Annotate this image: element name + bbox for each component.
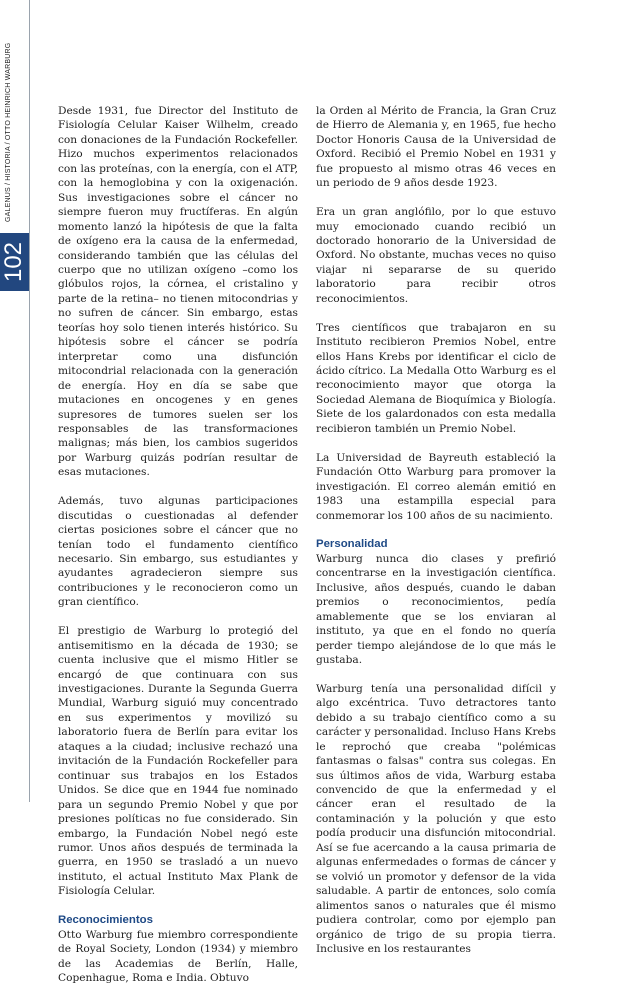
- page-sidebar: [0, 0, 30, 802]
- left-column: [58, 104, 298, 1000]
- paragraph: Desde 1931, fue Director del Instituto de Fisiología Celular Kaiser Wilhelm, creado con donaciones de la Fundación Rockefeller. Hizo muchos experimentos relacionados con las proteínas, con la energía, con el ATP, con la hemoglobina y con la oxigenación. Sus investigaciones sobre el cáncer no siempre fueron muy fructíferas. En algún momento lanzó la hipótesis de que la falta de oxígeno era la causa de la enfermedad, considerando también que las células del cuerpo que no utilizan oxígeno –como los glóbulos rojos, la córnea, el cristalino y parte de la retina– no tienen mitocondrias y no sufren de cáncer. Sin embargo, estas teorías hoy solo tienen interés histórico. Su hipótesis sobre el cáncer se podría interpretar como una disfunción mitocondrial relacionada con la generación de energía. Hoy en día se sabe que mutaciones en oncogenes y en genes supresores de tumores suelen ser los responsables de las transformaciones malignas; más bien, los cambios sugeridos por Warburg quizás podrían resultar de esas mutaciones.: [58, 105, 298, 479]
- running-head: GALENUS / HISTORIA / OTTO HEINRICH WARBURG: [5, 42, 12, 222]
- section-heading-reconocimientos: Reconocimientos: [58, 914, 153, 927]
- paragraph: El prestigio de Warburg lo protegió del antisemitismo en la década de 1930; se cuenta inclusive que el mismo Hitler se encargó de que continuara con sus investigaciones. Durante la Segunda Guerra Mundial, Warburg siguió muy concentrado en sus experimentos y movilizó su laboratorio fuera de Berlín para evitar los ataques a la ciudad; inclusive rechazó una invitación de la Fundación Rockefeller para continuar sus trabajos en los Estados Unidos. Se dice que en 1944 fue nominado para un segundo Premio Nobel y que por presiones políticas no fue considerado. Sin embargo, la Fundación Nobel negó este rumor. Unos años después de terminada la guerra, en 1950 se trasladó a un nuevo instituto, el actual Instituto Max Plank de Fisiología Celular.: [58, 625, 298, 898]
- paragraph: Tres científicos que trabajaron en su Instituto recibieron Premios Nobel, entre ellos Hans Krebs por identificar el ciclo de ácido cítrico. La Medalla Otto Warburg es el reconocimiento mayor que otorga la Sociedad Alemana de Bioquímica y Biología. Siete de los galardonados con esta medalla recibieron también un Premio Nobel.: [316, 321, 556, 435]
- page-number: 102: [0, 241, 27, 283]
- sidebar-divider: [29, 0, 30, 802]
- section-heading-personalidad: Personalidad: [316, 538, 388, 551]
- paragraph: Warburg tenía una personalidad difícil y algo excéntrica. Tuvo detractores tanto debido a su trabajo científico como a su carácter y personalidad. Incluso Hans Krebs le reprochó que creaba "polémicas fantasmas o falsas" contra sus colegas. En sus últimos años de vida, Warburg estaba convencido de que la enfermedad y el cáncer eran el resultado de la contaminación y la polución y que esto podía producir una disfunción mitocondrial. Así se fue acercando a la causa primaria de algunas enfermedades o formas de cáncer y se volvió un promotor y defensor de la vida saludable. A partir de entonces, solo comía alimentos sanos o naturales que él mismo pudiera controlar, como por ejemplo pan orgánico de trigo de su propia tierra. Inclusive en los restaurantes: [316, 682, 556, 955]
- paragraph: Warburg nunca dio clases y prefirió concentrarse en la investigación científica. Inclusive, años después, cuando le daban premios o reconocimientos, pedía amablemente que se los enviaran al instituto, ya que en el fondo no quería perder tiempo alejándose de lo que más le gustaba.: [316, 552, 556, 666]
- paragraph: Otto Warburg fue miembro correspondiente de Royal Society, London (1934) y miembro de las Academias de Berlín, Halle, Copenhague, Roma e India. Obtuvo: [58, 928, 298, 984]
- page-number-box: [0, 233, 29, 291]
- paragraph: Era un gran anglófilo, por lo que estuvo muy emocionado cuando recibió un doctorado honorario de la Universidad de Oxford. No obstante, muchas veces no quiso viajar ni separarse de su querido laboratorio para recibir otros reconocimientos.: [316, 206, 556, 305]
- paragraph: Además, tuvo algunas participaciones discutidas o cuestionadas al defender ciertas posiciones sobre el cáncer que no tenían todo el fundamento científico necesario. Sin embargo, sus estudiantes y ayudantes agradecieron siempre sus contribuciones y le reconocieron como un gran científico.: [58, 495, 298, 609]
- paragraph: la Orden al Mérito de Francia, la Gran Cruz de Hierro de Alemania y, en 1965, fue hecho Doctor Honoris Causa de la Universidad de Oxford. Recibió el Premio Nobel en 1931 y fue propuesto al mismo otras 46 veces en un periodo de 9 años desde 1923.: [316, 105, 556, 190]
- paragraph: La Universidad de Bayreuth estableció la Fundación Otto Warburg para promover la investigación. El correo alemán emitió en 1983 una estampilla especial para conmemorar los 100 años de su nacimiento.: [316, 451, 556, 522]
- right-column: [316, 104, 556, 971]
